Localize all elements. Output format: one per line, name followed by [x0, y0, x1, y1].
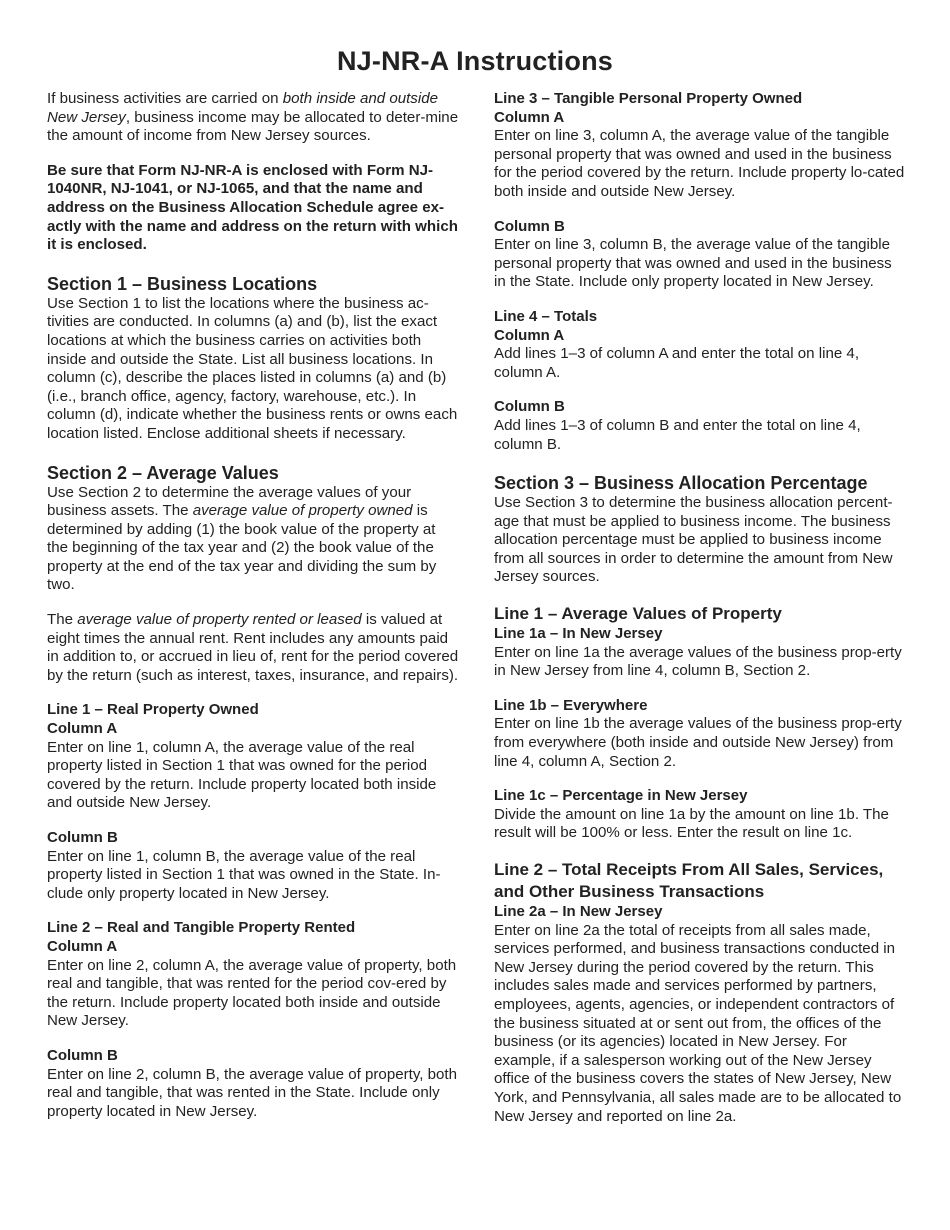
- line2-column-a-text: Enter on line 2, column A, the average value of property, both real and tangible, that was rented for the period cov-ered by the return. Include property located both inside and outside New Jersey.: [47, 956, 457, 1030]
- line1-column-a-label: Column A: [47, 720, 118, 738]
- section2-p2-text: The: [47, 611, 78, 629]
- line1c-label: Line 1c – Percentage in New Jersey: [494, 787, 748, 805]
- section2-heading: Section 2 – Average Values: [47, 462, 279, 483]
- line4-column-b-text: Add lines 1–3 of column B and enter the total on line 4, column B.: [494, 416, 861, 453]
- line1-column-b-label: Column B: [47, 829, 118, 846]
- intro-emphasis: both inside and outside New Jersey: [47, 90, 438, 126]
- line1a-label: Line 1a – In New Jersey: [494, 625, 663, 643]
- section1-body: Use Section 1 to list the locations where the business ac-tivities are conducted. In columns (a) and (b), list the exact locations at which the business carries on activities both inside and outside the State. List all business locations. In column (c), describe the places listed in columns (a) and (b) (i.e., branch office, agency, factory, warehouse, etc.). In column (d), indicate whether the business rents or owns each location listed. Enclose additional sheets if necessary.: [47, 294, 458, 442]
- line1-column-a-text: Enter on line 1, column A, the average value of the real property listed in Section 1 that was owned for the period covered by the return. Include property located both inside and outside New Jersey.: [47, 738, 437, 812]
- left-column: [47, 90, 459, 1121]
- line2a-label: Line 2a – In New Jersey: [494, 903, 663, 920]
- line3-column-a-label: Column A: [494, 108, 565, 126]
- line3-column-b-text: Enter on line 3, column B, the average value of the tangible personal property that was owned and used in the business in the State. Include only property located in New Jersey.: [494, 236, 892, 291]
- section2-p1-text-end: is determined by adding (1) the book value of the property at the beginning of the tax year and (2) the book value of the property at the end of the tax year and dividing the sum by two.: [47, 502, 437, 594]
- line1-heading: Line 1 – Real Property Owned: [47, 701, 259, 719]
- section3-body: Use Section 3 to determine the business allocation percent-age that must be applied to business income. The business allocation percentage must be applied to business income from all sources in order to determine the amount from New Jersey sources.: [494, 494, 893, 586]
- line2a-text: Enter on line 2a the total of receipts from all sales made, services performed, and business transactions conducted in New Jersey during the period covered by the return. This includes sales made and services performed by partners, employees, agents, agencies, or independent contractors of the business situated at or sent out from, the offices of the business (or its agencies) located in New Jersey. For example, if a salesperson working out of the New Jersey office of the business covers the states of New Jersey, New York, and Pennsylvania, all sales made are to be allocated to New Jersey and reported on line 2a.: [494, 921, 902, 1125]
- line1b-label: Line 1b – Everywhere: [494, 696, 648, 714]
- section2-paragraph-2: [47, 611, 459, 685]
- section2-p2-emphasis: average value of property rented or leased: [77, 611, 362, 629]
- section2-paragraph-1: [47, 484, 459, 596]
- line2-column-b-text: Enter on line 2, column B, the average value of property, both real and tangible, that was rented in the State. Include only property located in New Jersey.: [47, 1065, 458, 1120]
- intro-text-end: , business income may be allocated to deter-mine the amount of income from New Jersey sources.: [47, 108, 459, 145]
- line2-column-b-label: Column B: [47, 1046, 118, 1064]
- right-column: [494, 90, 906, 1126]
- enclosure-notice: Be sure that Form NJ-NR-A is enclosed with Form NJ-1040NR, NJ-1041, or NJ-1065, and that the name and address on the Business Allocation Schedule agree ex-actly with the name and address on the return with which it is enclosed.: [47, 161, 458, 254]
- section2-p1-text: Use Section 2 to determine the average values of your business assets. The: [47, 483, 412, 520]
- line1a-text: Enter on line 1a the average values of the business prop-erty in New Jersey from line 4, column B, Section 2.: [494, 643, 902, 680]
- section2-p1-emphasis: average value of property owned: [192, 502, 413, 520]
- section2-p2-text-end: is valued at eight times the annual rent. Rent includes any amounts paid in addition to, or accrued in lieu of, rent for the period covered by the return (such as interest, taxes, insurance, and repairs).: [47, 611, 459, 684]
- section1-heading: Section 1 – Business Locations: [47, 273, 318, 294]
- intro-text: If business activities are carried on: [47, 90, 283, 107]
- page-title: NJ-NR-A Instructions: [336, 46, 613, 76]
- line1-column-b-text: Enter on line 1, column B, the average value of the real property listed in Section 1 that was owned in the State. In-clude only property located in New Jersey.: [47, 847, 441, 902]
- line3-column-b-label: Column B: [494, 217, 565, 235]
- line1b-text: Enter on line 1b the average values of the business prop-erty from everywhere (both inside and outside New Jersey) from line 4, column A, Section 2.: [494, 715, 902, 770]
- line2-column-a-label: Column A: [47, 937, 118, 955]
- intro-paragraph: [47, 90, 459, 146]
- line3-column-a-text: Enter on line 3, column A, the average value of the tangible personal property that was owned and used in the business for the period covered by the return. Include property lo-cated both inside and outside New Jersey.: [494, 127, 905, 200]
- s3-line2-heading: Line 2 – Total Receipts From All Sales, Services, and Other Business Transactions: [494, 860, 884, 901]
- s3-line1-heading: Line 1 – Average Values of Property: [494, 604, 782, 624]
- line2-heading: Line 2 – Real and Tangible Property Rented: [47, 919, 356, 937]
- line4-column-a-label: Column A: [494, 326, 565, 344]
- section3-heading: Section 3 – Business Allocation Percentage: [494, 473, 868, 494]
- line1c-text: Divide the amount on line 1a by the amount on line 1b. The result will be 100% or less. Enter the result on line 1c.: [494, 805, 889, 842]
- line4-heading: Line 4 – Totals: [494, 307, 598, 325]
- line4-column-b-label: Column B: [494, 398, 565, 416]
- line3-heading: Line 3 – Tangible Personal Property Owned: [494, 90, 803, 107]
- line4-column-a-text: Add lines 1–3 of column A and enter the total on line 4, column A.: [494, 345, 860, 381]
